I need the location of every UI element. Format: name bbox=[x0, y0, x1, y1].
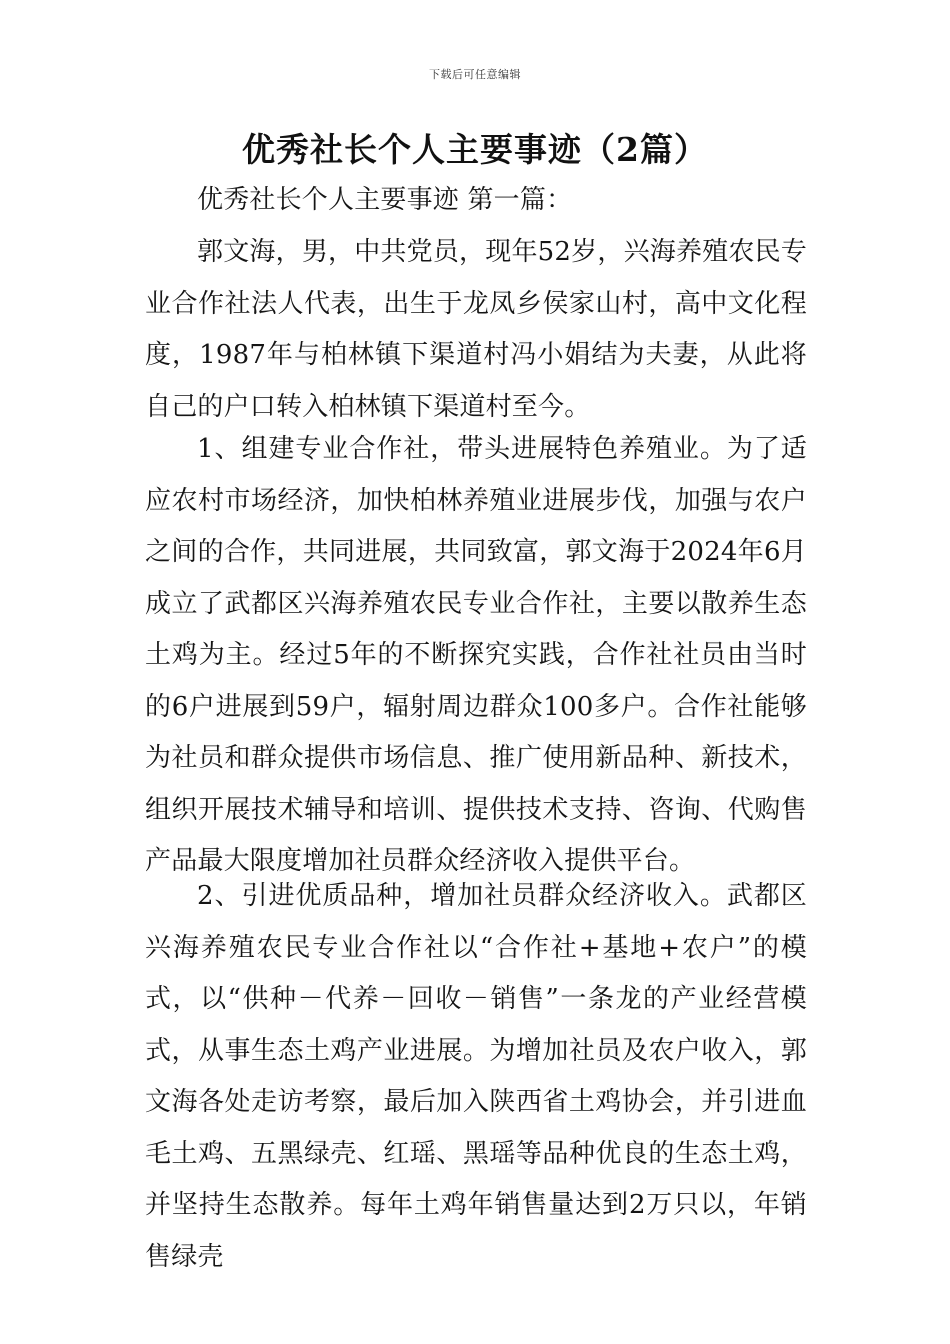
paragraph-3-container bbox=[145, 871, 807, 1283]
paragraph-2-container bbox=[145, 424, 807, 888]
paragraph: 2、引进优质品种，增加社员群众经济收入。武都区兴海养殖农民专业合作社以“合作社+基地+农户”的模式，以“供种－代养－回收－销售”一条龙的产业经营模式，从事生态土鸡产业进展。为增加社员及农户收入，郭文海各处走访考察，最后加入陕西省土鸡协会，并引进血毛土鸡、五黑绿壳、红瑶、黑瑶等品种优良的生态土鸡，并坚持生态散养。每年土鸡年销售量达到2万只以，年销售绿壳 bbox=[145, 881, 807, 1272]
header-note: 下载后可任意编辑 bbox=[429, 68, 521, 81]
section-heading: 优秀社长个人主要事迹 第一篇： bbox=[197, 185, 573, 215]
paragraph-1-container bbox=[145, 227, 807, 433]
document-title: 优秀社长个人主要事迹（2篇） bbox=[242, 130, 708, 169]
paragraph: 郭文海，男，中共党员，现年52岁，兴海养殖农民专业合作社法人代表，出生于龙凤乡侯家山村，高中文化程度，1987年与柏林镇下渠道村冯小娟结为夫妻，从此将自己的户口转入柏林镇下渠道村至今。 bbox=[145, 237, 807, 422]
paragraph: 1、组建专业合作社，带头进展特色养殖业。为了适应农村市场经济，加快柏林养殖业进展步伐，加强与农户之间的合作，共同进展，共同致富，郭文海于2024年6月成立了武都区兴海养殖农民专业合作社，主要以散养生态土鸡为主。经过5年的不断探究实践，合作社社员由当时的6户进展到59户，辐射周边群众100多户。合作社能够为社员和群众提供市场信息、推广使用新品种、新技术，组织开展技术辅导和培训、提供技术支持、咨询、代购售产品最大限度增加社员群众经济收入提供平台。 bbox=[145, 434, 807, 876]
